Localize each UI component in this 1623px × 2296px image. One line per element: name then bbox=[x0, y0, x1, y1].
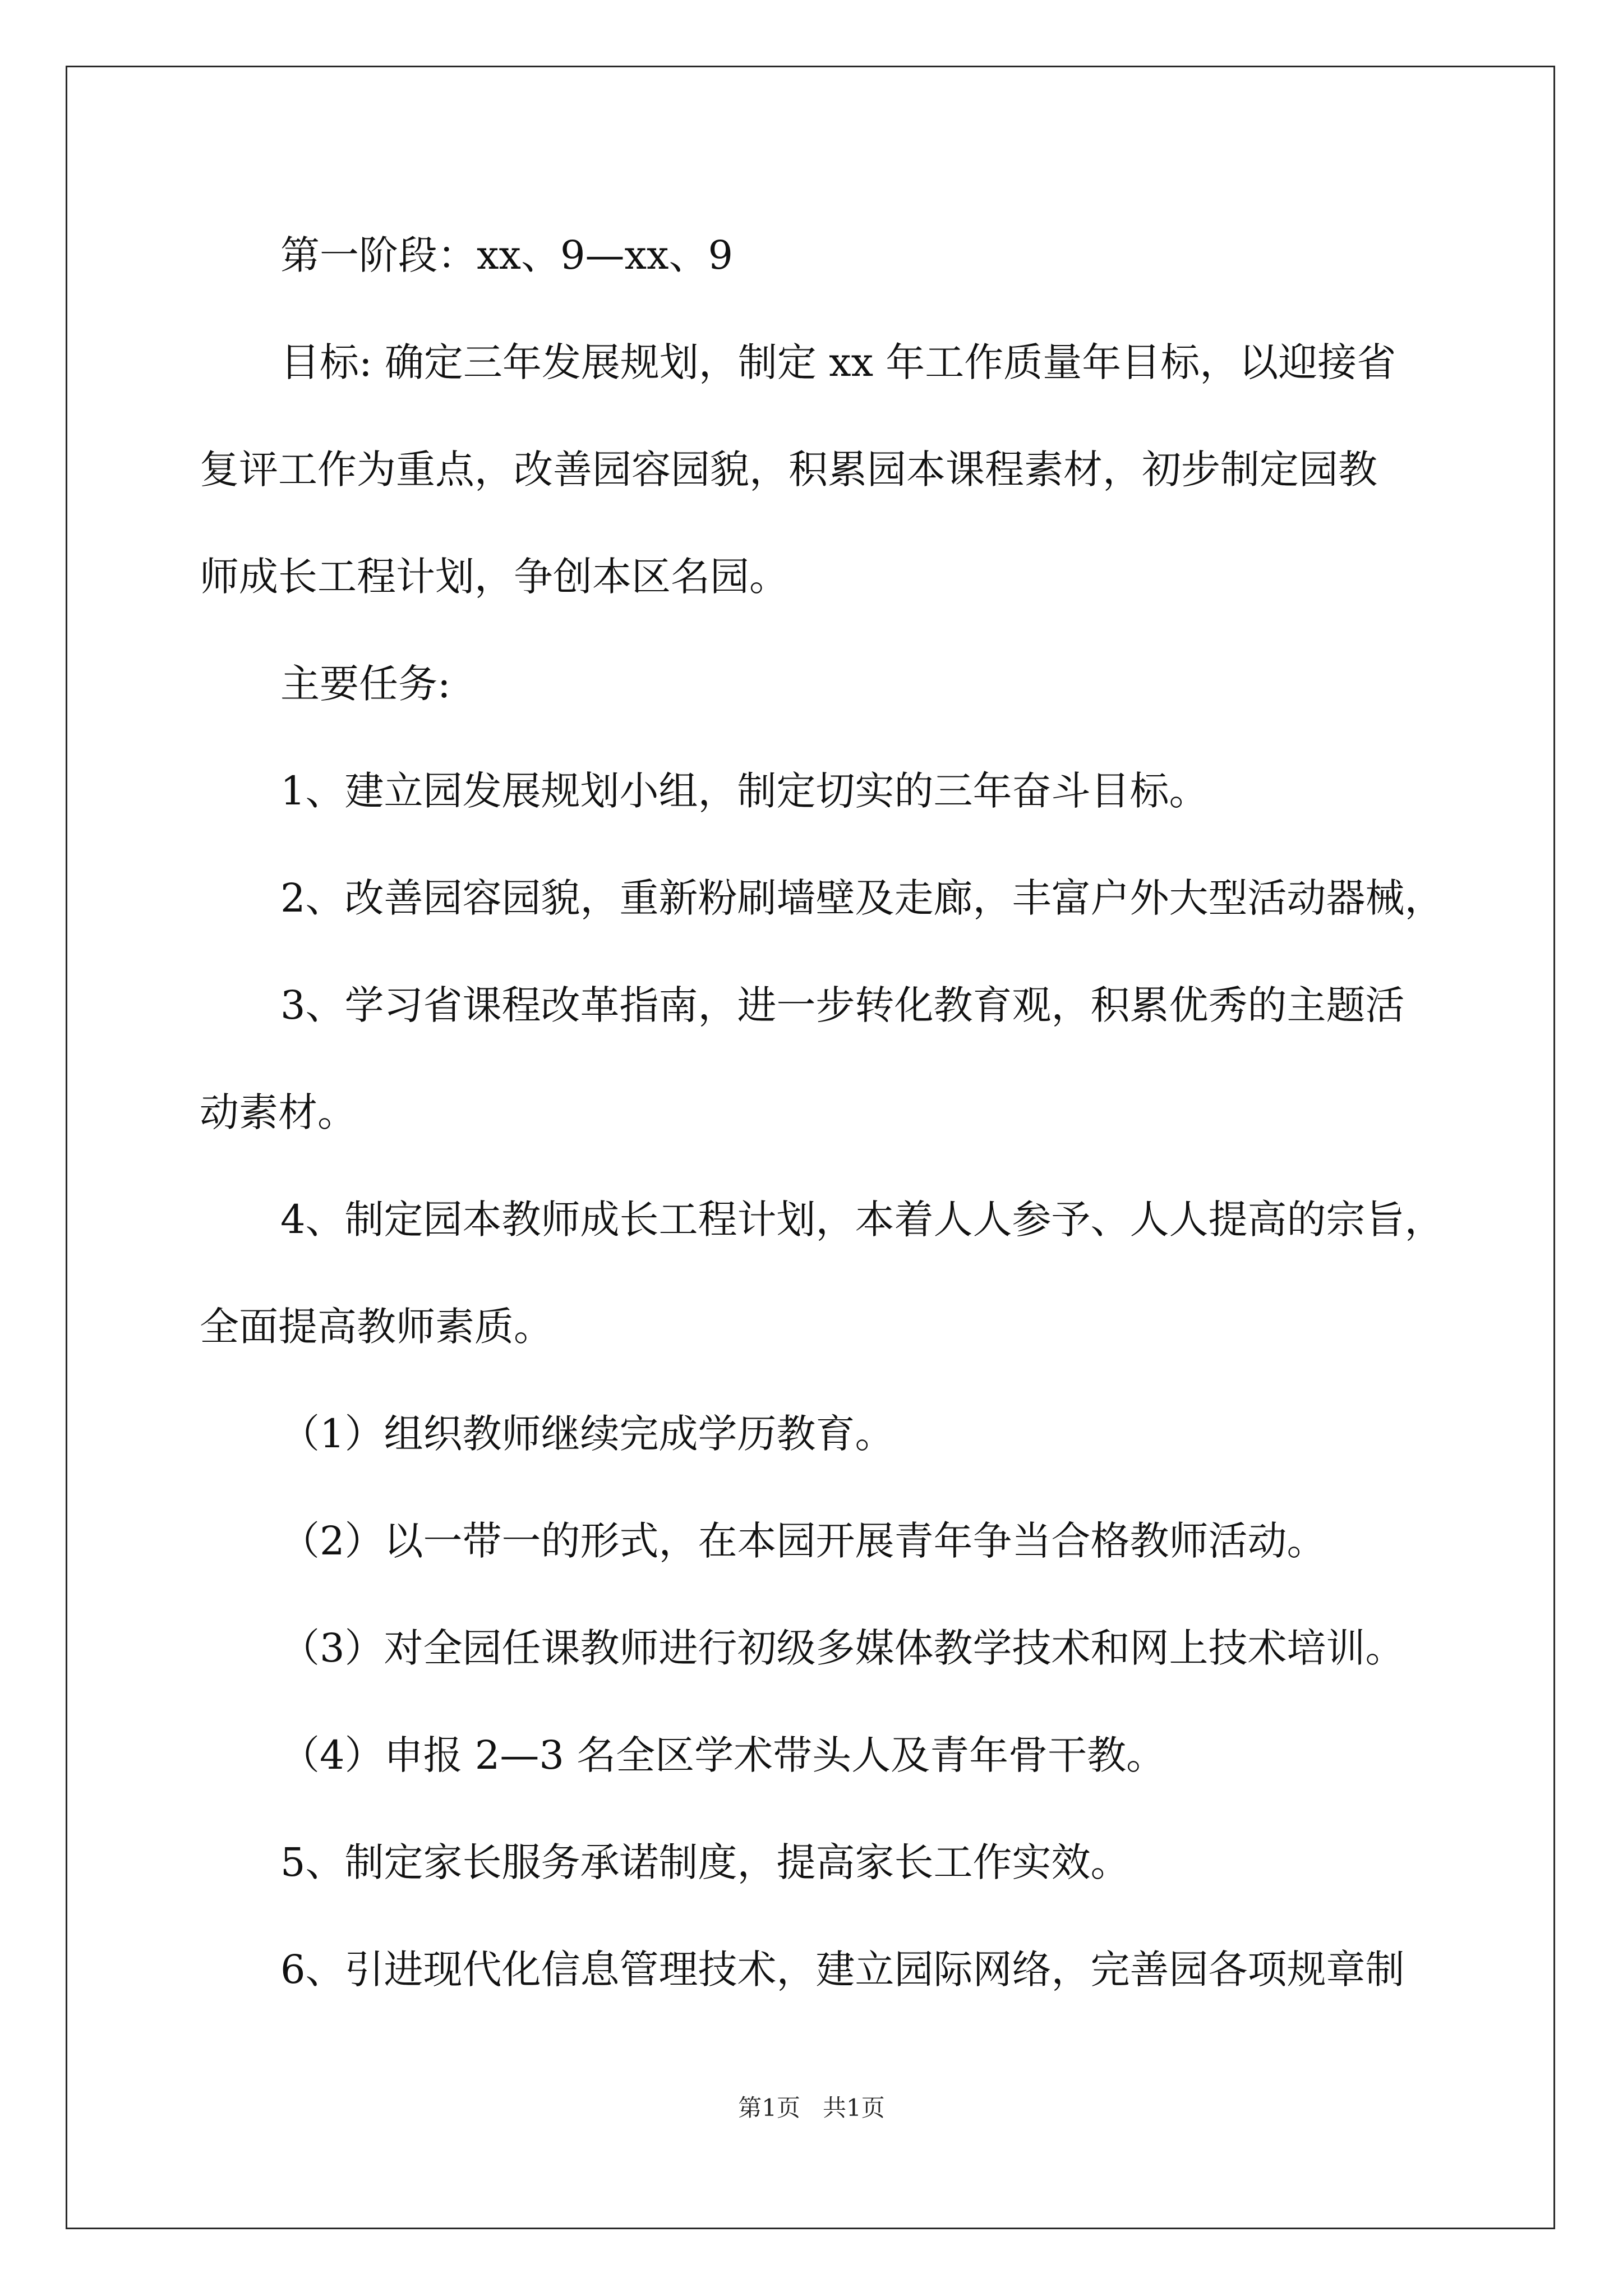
text-line: 动素材。 bbox=[200, 1089, 357, 1135]
text-line: 师成长工程计划，争创本区名园。 bbox=[200, 554, 789, 600]
text-line: 4、制定园本教师成长工程计划，本着人人参予、人人提高的宗旨， bbox=[280, 1197, 1444, 1243]
page-footer bbox=[0, 2091, 1623, 2125]
text-line: 第一阶段：xx、9—xx、9 bbox=[280, 232, 733, 278]
document-body bbox=[200, 222, 1444, 2043]
text-line: 1、建立园发展规划小组，制定切实的三年奋斗目标。 bbox=[280, 768, 1209, 814]
text-line: 全面提高教师素质。 bbox=[200, 1304, 553, 1350]
text-line: 复评工作为重点，改善园容园貌，积累园本课程素材，初步制定园教 bbox=[200, 447, 1377, 493]
text-line: 目标: 确定三年发展规划，制定 xx 年工作质量年目标，以迎接省 bbox=[280, 339, 1396, 385]
text-line: 主要任务: bbox=[280, 661, 451, 707]
page-total: 共1页 bbox=[823, 2094, 885, 2122]
text-line: （1）组织教师继续完成学历教育。 bbox=[280, 1411, 895, 1457]
text-line: 6、引进现代化信息管理技术，建立园际网络，完善园各项规章制 bbox=[280, 1947, 1405, 1993]
text-line: （4）申报 2—3 名全区学术带头人及青年骨干教。 bbox=[280, 1732, 1166, 1778]
text-line: 5、制定家长服务承诺制度，提高家长工作实效。 bbox=[280, 1839, 1130, 1885]
footer-gap bbox=[800, 2094, 823, 2122]
text-line: （2）以一带一的形式，在本园开展青年争当合格教师活动。 bbox=[280, 1518, 1326, 1564]
text-line: 2、改善园容园貌，重新粉刷墙壁及走廊，丰富户外大型活动器械， bbox=[280, 875, 1444, 921]
text-line: 3、学习省课程改革指南，进一步转化教育观，积累优秀的主题活 bbox=[280, 982, 1405, 1028]
page-number: 第1页 bbox=[738, 2094, 800, 2122]
text-line: （3）对全园任课教师进行初级多媒体教学技术和网上技术培训。 bbox=[280, 1625, 1405, 1671]
